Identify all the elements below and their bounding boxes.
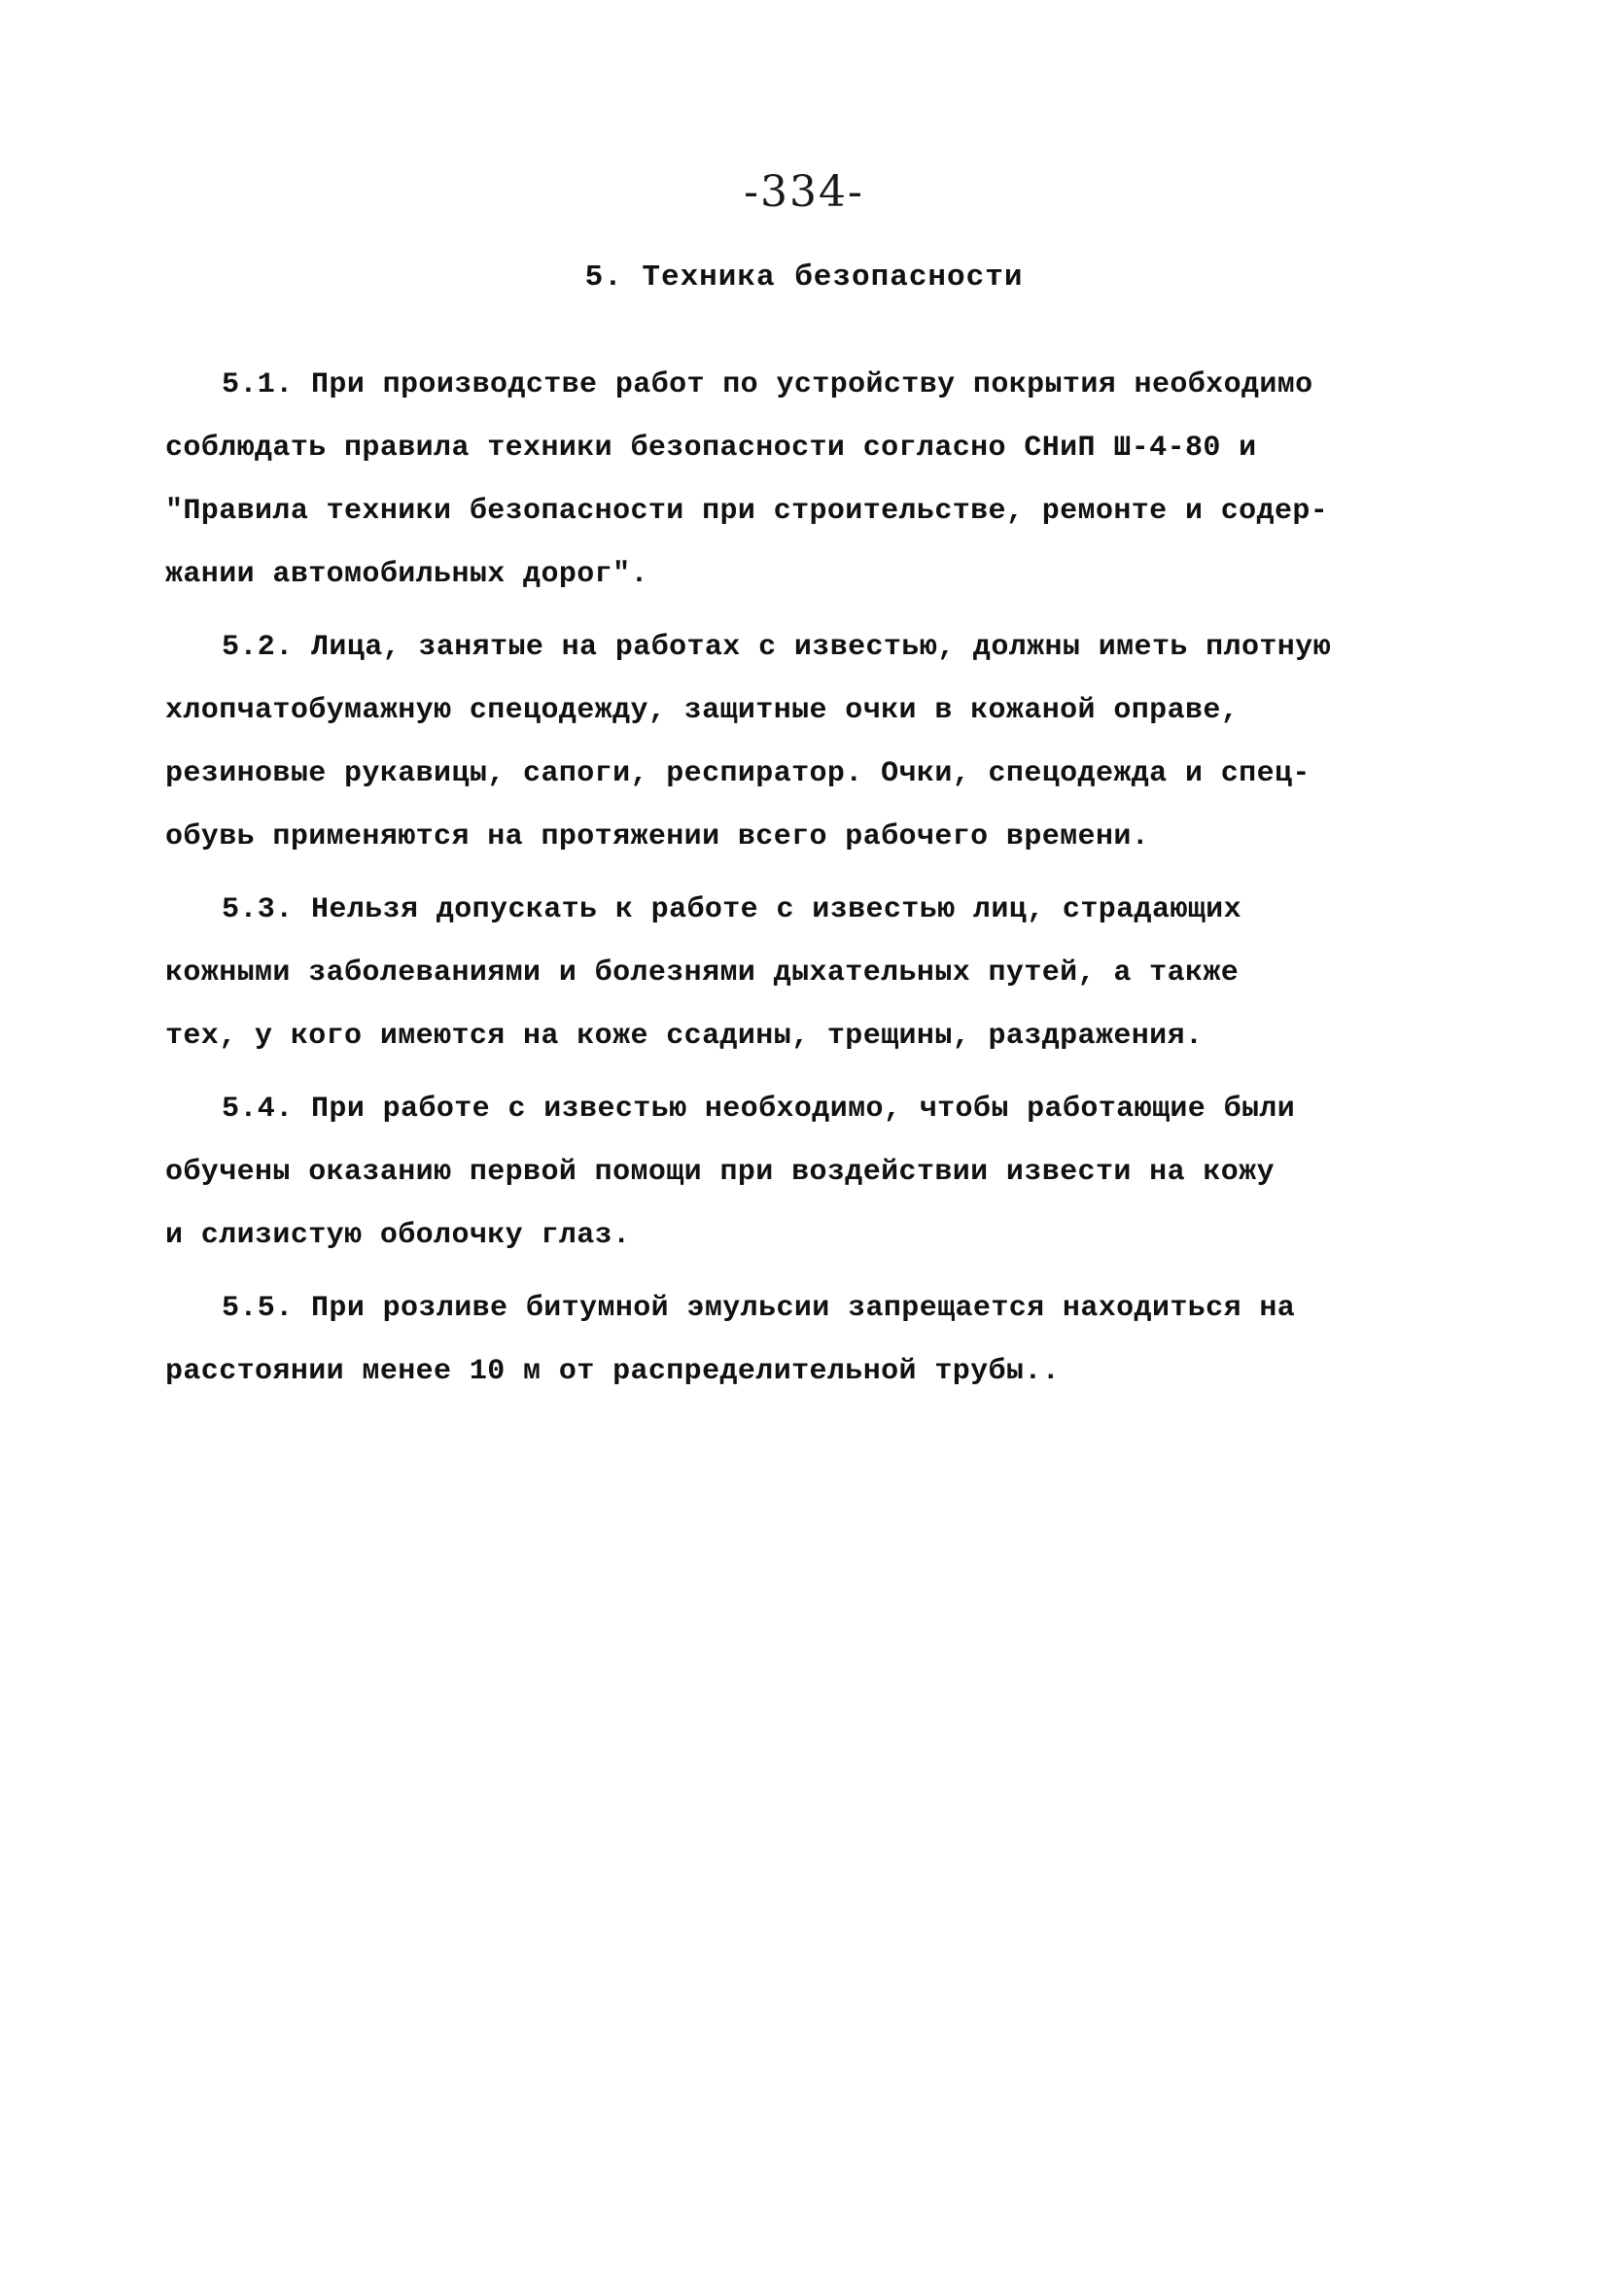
text-line: расстоянии менее 10 м от распределительной трубы.. [165,1355,1061,1388]
text-line: 5.2. Лица, занятые на работах с известью, должны иметь плотную [222,631,1331,664]
paragraph-5-5 [165,1277,1449,1404]
paragraph-5-2 [165,616,1449,869]
text-line: обучены оказанию первой помощи при воздействии извести на кожу [165,1156,1275,1189]
paragraph-5-4 [165,1078,1449,1268]
text-line: соблюдать правила техники безопасности согласно СНиП Ш-4-80 и [165,432,1257,465]
text-line: резиновые рукавицы, сапоги, респиратор. Очки, спецодежда и спец- [165,757,1311,790]
paragraph-5-3 [165,879,1449,1068]
page-number: -334- [744,167,864,217]
text-line: 5.4. При работе с известью необходимо, чтобы работающие были [222,1093,1296,1126]
text-line: 5.1. При производстве работ по устройству покрытия необходимо [222,368,1313,401]
text-line: 5.3. Нельзя допускать к работе с известью лиц, страдающих [222,893,1241,926]
text-line: тех, у кого имеются на коже ссадины, трещины, раздражения. [165,1020,1204,1053]
text-line: хлопчатобумажную спецодежду, защитные очки в кожаной оправе, [165,694,1240,727]
section-heading: 5. Техника безопасности [584,261,1024,295]
text-line: кожными заболеваниями и болезнями дыхательных путей, а также [165,957,1240,990]
body-text [165,354,1449,1413]
text-line: 5.5. При розливе битумной эмульсии запрещается находиться на [222,1292,1296,1325]
text-line: и слизистую оболочку глаз. [165,1219,631,1252]
paragraph-5-1 [165,354,1449,607]
text-line: обувь применяются на протяжении всего рабочего времени. [165,820,1150,853]
text-line: жании автомобильных дорог". [165,558,648,591]
text-line: "Правила техники безопасности при строительстве, ремонте и содер- [165,495,1329,528]
